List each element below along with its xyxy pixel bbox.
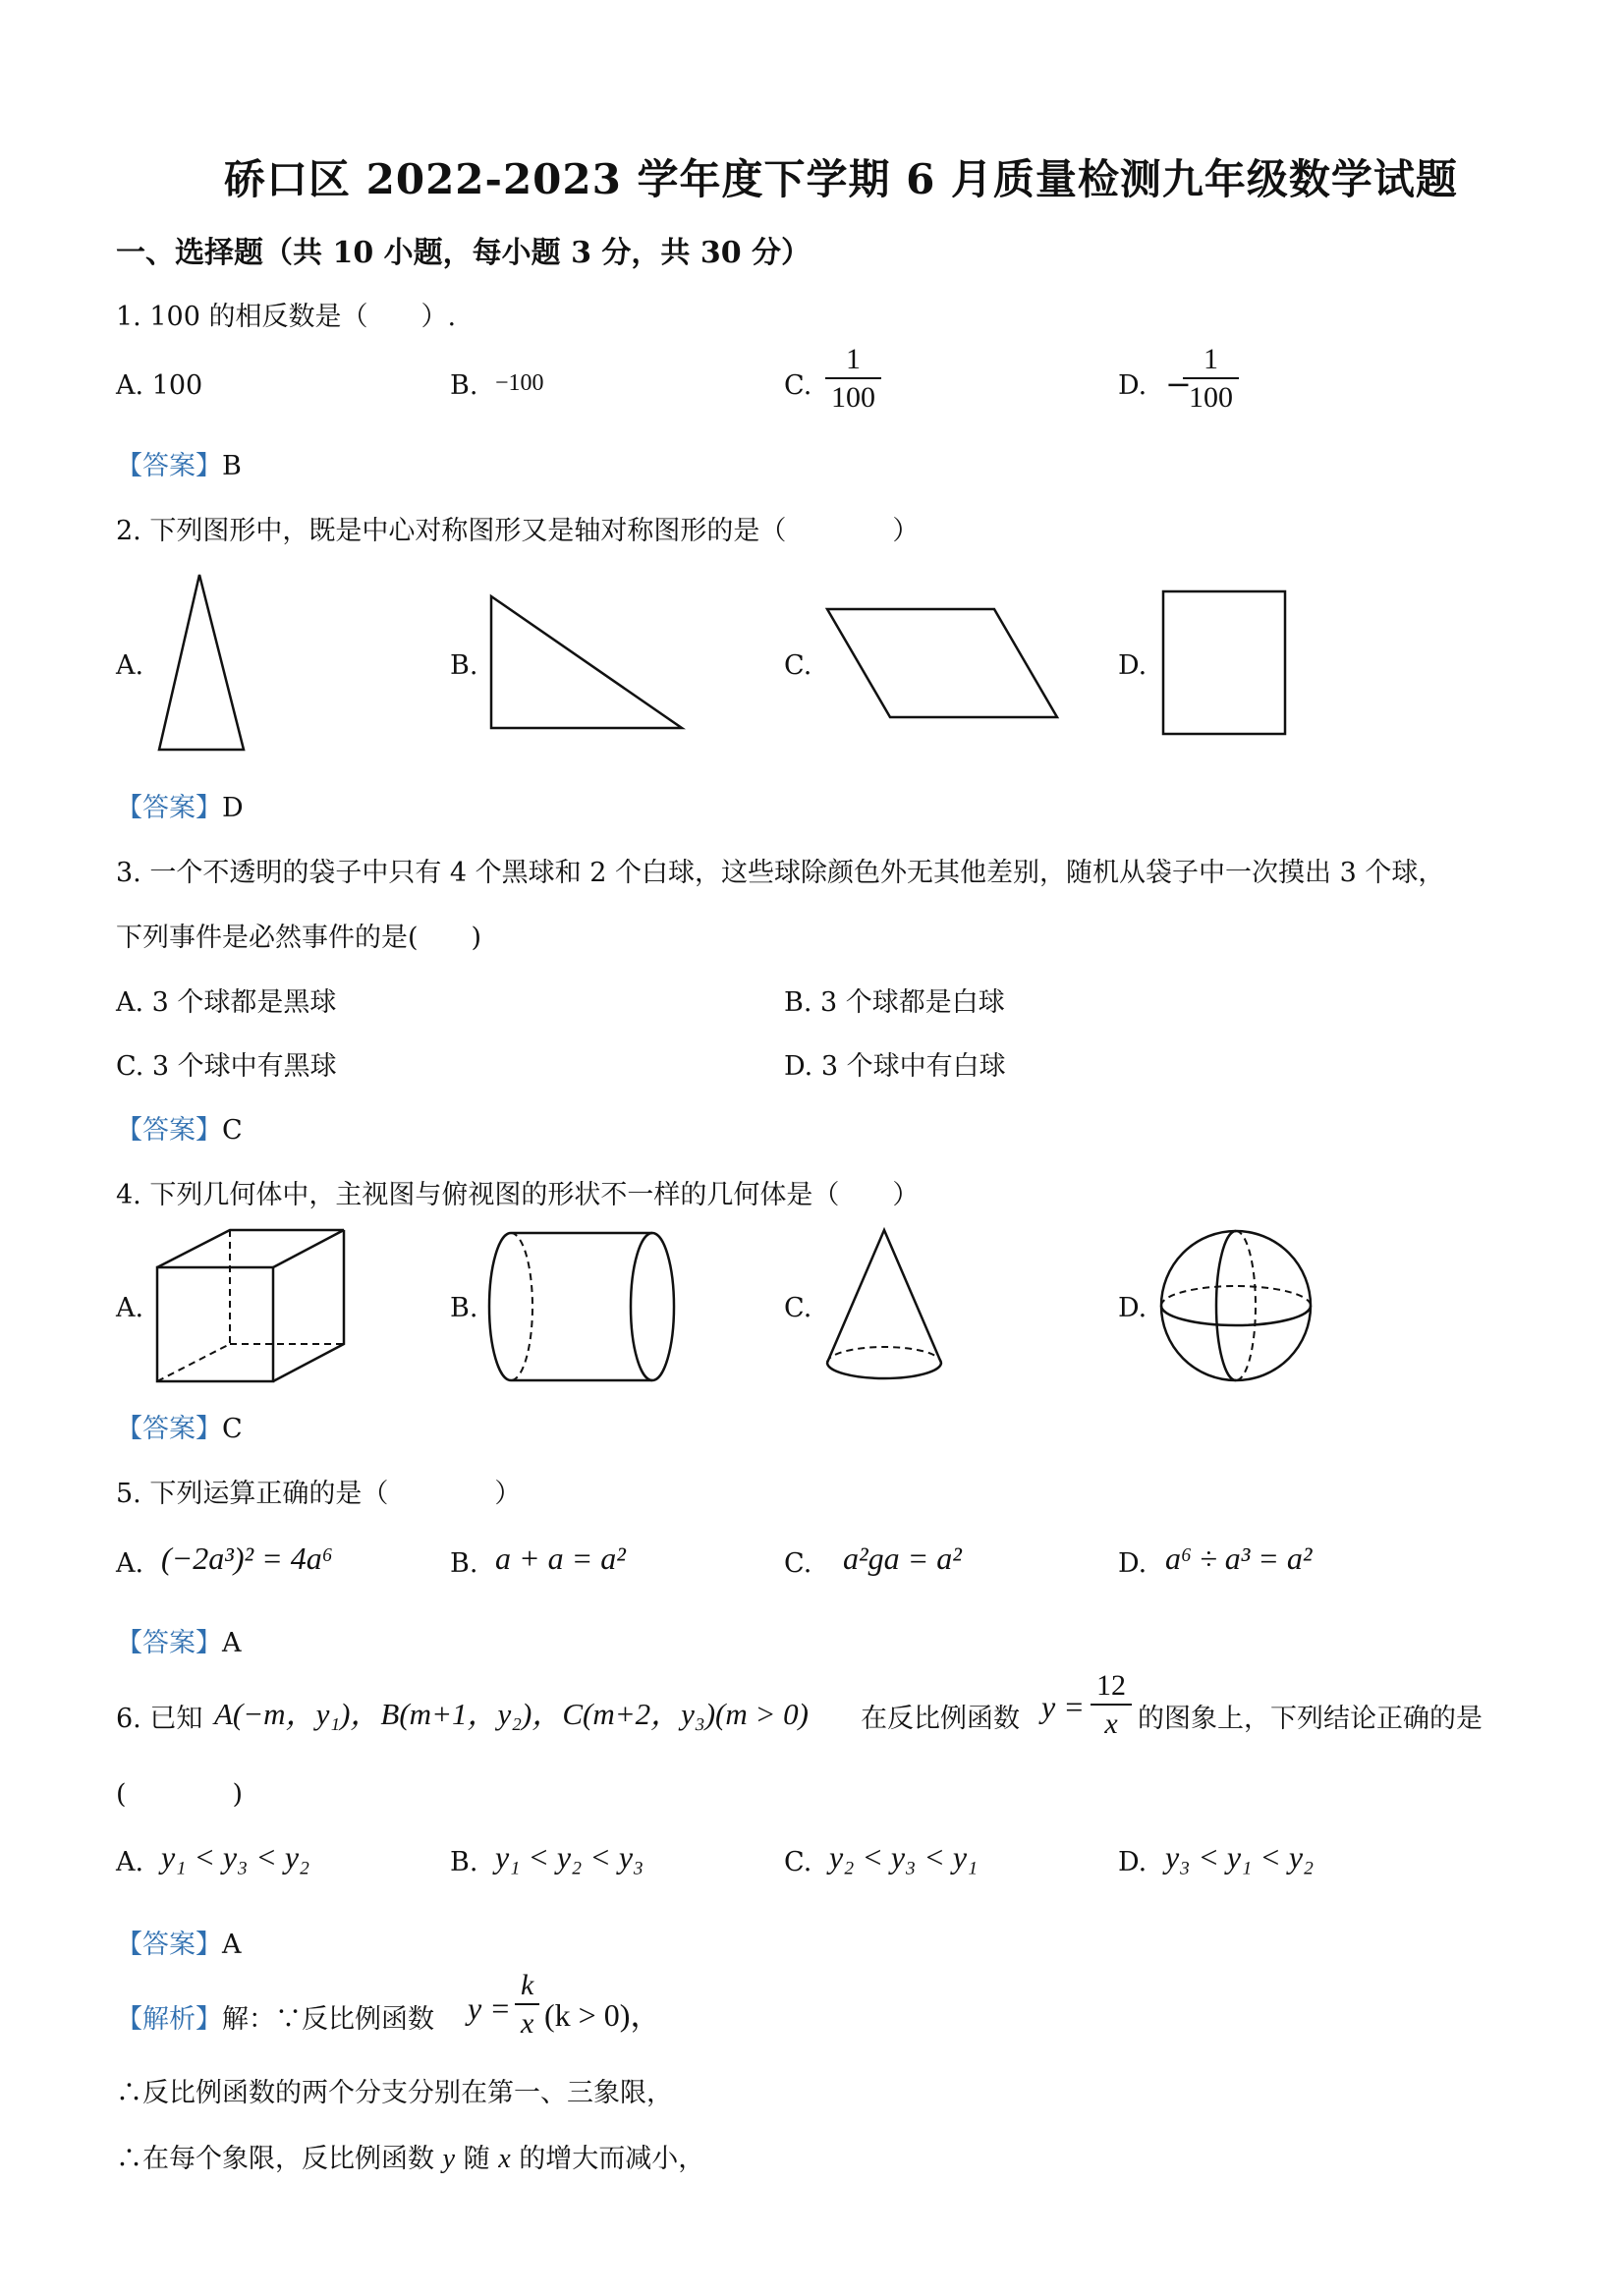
- question-4-stem: 4. 下列几何体中，主视图与俯视图的形状不一样的几何体是（ ）: [116, 1180, 920, 1210]
- q5-option-b-label: B.: [450, 1548, 478, 1579]
- q6-option-d-expr: y₃ < y₁ < y₂: [1165, 1839, 1315, 1875]
- analysis-function-fraction: [515, 1968, 539, 2043]
- q6-option-a-label: A.: [116, 1847, 144, 1877]
- answer-tag: 【答案】: [116, 1414, 222, 1444]
- q1-answer: [116, 444, 242, 482]
- q6-option-b-label: B.: [450, 1847, 478, 1877]
- answer-tag: 【答案】: [116, 1115, 222, 1146]
- section-header: 一、选择题（共 10 小题，每小题 3 分，共 30 分）: [116, 236, 812, 270]
- analysis-condition: (k > 0)，: [544, 1997, 662, 2033]
- q6-option-b-expr: y₁ < y₂ < y₃: [495, 1839, 644, 1875]
- q3-option-b: B. 3 个球都是白球: [784, 987, 1005, 1018]
- q5-answer: [116, 1621, 242, 1659]
- question-3-stem-line1: 3. 一个不透明的袋子中只有 4 个黑球和 2 个白球，这些球除颜色外无其他差别，随机从袋子中一次摸出 3 个球，: [116, 858, 1445, 888]
- answer-tag: 【答案】: [116, 1930, 222, 1960]
- q3-option-c: C. 3 个球中有黑球: [116, 1051, 337, 1082]
- q5-option-c-label: C.: [784, 1548, 812, 1579]
- variable-y: y: [442, 2144, 456, 2174]
- cylinder-figure: [489, 1231, 680, 1383]
- answer-tag: 【答案】: [116, 793, 222, 823]
- question-6-function-lhs: y =: [1041, 1689, 1085, 1724]
- question-5-stem: 5. 下列运算正确的是（ ）: [116, 1479, 522, 1509]
- fraction-numerator: 12: [1091, 1668, 1132, 1706]
- answer-value: A: [222, 1628, 242, 1658]
- answer-value: A: [222, 1930, 242, 1960]
- analysis-text: 随: [463, 2144, 490, 2174]
- q1-option-b-label: B.: [450, 370, 478, 401]
- right-triangle-figure: [489, 594, 686, 732]
- fraction-numerator: 1: [825, 342, 881, 379]
- answer-tag: 【答案】: [116, 451, 222, 481]
- q3-option-d: D. 3 个球中有白球: [784, 1051, 1006, 1082]
- q3-option-a: A. 3 个球都是黑球: [116, 987, 337, 1018]
- sphere-figure: [1159, 1228, 1316, 1385]
- parallelogram-figure: [825, 607, 1061, 720]
- q6-option-d-label: D.: [1118, 1847, 1147, 1877]
- question-6-stem-mid: 在反比例函数: [861, 1704, 1020, 1734]
- fraction-numerator: 1: [1183, 342, 1239, 379]
- q4-option-b-label: B.: [450, 1293, 478, 1323]
- fraction-denominator: 100: [831, 381, 875, 414]
- q5-option-d-expr: a⁶ ÷ a³ = a²: [1165, 1540, 1313, 1576]
- question-6-paren: ( ): [116, 1779, 244, 1810]
- question-6-function-fraction: [1091, 1668, 1132, 1743]
- q5-option-a-label: A.: [116, 1548, 144, 1579]
- q1-option-c-fraction: [825, 342, 881, 417]
- analysis-text: ∴在每个象限，反比例函数: [116, 2144, 434, 2174]
- q4-option-c-label: C.: [784, 1293, 812, 1323]
- answer-value: D: [222, 793, 244, 823]
- answer-value: B: [222, 451, 242, 481]
- q5-option-d-label: D.: [1118, 1548, 1147, 1579]
- cube-figure: [155, 1228, 348, 1385]
- answer-value: C: [222, 1414, 243, 1444]
- q6-option-a-expr: y₁ < y₃ < y₂: [161, 1839, 310, 1875]
- question-6-stem-prefix: 6. 已知: [116, 1704, 203, 1734]
- cone-figure: [823, 1228, 945, 1385]
- fraction-denominator: x: [521, 2007, 534, 2040]
- question-2-stem: 2. 下列图形中，既是中心对称图形又是轴对称图形的是（ ）: [116, 516, 920, 546]
- page-title: 硚口区 2022-2023 学年度下学期 6 月质量检测九年级数学试题: [224, 155, 1458, 203]
- q6-option-c-expr: y₂ < y₃ < y₁: [829, 1839, 979, 1875]
- fraction-denominator: 100: [1189, 381, 1233, 414]
- q6-analysis-line3: [116, 2137, 704, 2175]
- q1-option-d-sign: −: [1165, 365, 1192, 403]
- variable-x: x: [498, 2144, 511, 2174]
- answer-value: C: [222, 1115, 243, 1146]
- fraction-denominator: x: [1104, 1708, 1118, 1740]
- fraction-numerator: k: [515, 1968, 539, 2005]
- question-3-stem-line2: 下列事件是必然事件的是( ): [116, 923, 482, 953]
- q2-option-d-label: D.: [1118, 650, 1147, 681]
- q1-option-b-value: −100: [495, 370, 544, 396]
- q5-option-c-expr: a²ga = a²: [843, 1540, 962, 1576]
- q2-option-a-label: A.: [116, 650, 144, 681]
- q6-option-c-label: C.: [784, 1847, 812, 1877]
- q5-option-b-expr: a + a = a²: [495, 1540, 626, 1576]
- q2-option-c-label: C.: [784, 650, 812, 681]
- analysis-text: 的增大而减小，: [519, 2144, 705, 2174]
- q6-answer: [116, 1923, 242, 1961]
- q4-option-d-label: D.: [1118, 1293, 1147, 1323]
- q5-option-a-expr: (−2a³)² = 4a⁶: [161, 1540, 333, 1576]
- answer-tag: 【答案】: [116, 1628, 222, 1658]
- analysis-tag: 【解析】: [116, 2004, 222, 2035]
- q3-answer: [116, 1108, 243, 1147]
- q4-answer: [116, 1407, 243, 1445]
- q1-option-d-label: D.: [1118, 370, 1147, 401]
- q6-analysis-line2: ∴反比例函数的两个分支分别在第一、三象限，: [116, 2078, 673, 2108]
- q6-analysis-line1: [116, 1997, 434, 2036]
- q1-option-a: A. 100: [116, 370, 203, 401]
- q1-option-d-fraction: [1183, 342, 1239, 417]
- q2-answer: [116, 786, 244, 824]
- question-6-stem-suffix: 的图象上，下列结论正确的是: [1138, 1704, 1483, 1734]
- analysis-text: 解：∵反比例函数: [222, 2004, 434, 2035]
- rectangle-figure: [1161, 589, 1289, 737]
- q2-option-b-label: B.: [450, 650, 478, 681]
- q1-option-c-label: C.: [784, 370, 812, 401]
- question-1-stem: 1. 100 的相反数是（ ）.: [116, 302, 457, 332]
- q4-option-a-label: A.: [116, 1293, 144, 1323]
- isosceles-triangle-figure: [157, 575, 246, 752]
- analysis-function-lhs: y =: [468, 1990, 511, 2026]
- question-6-points: A(−m，y₁)，B(m+1，y₂)，C(m+2，y₃)(m > 0): [214, 1697, 809, 1731]
